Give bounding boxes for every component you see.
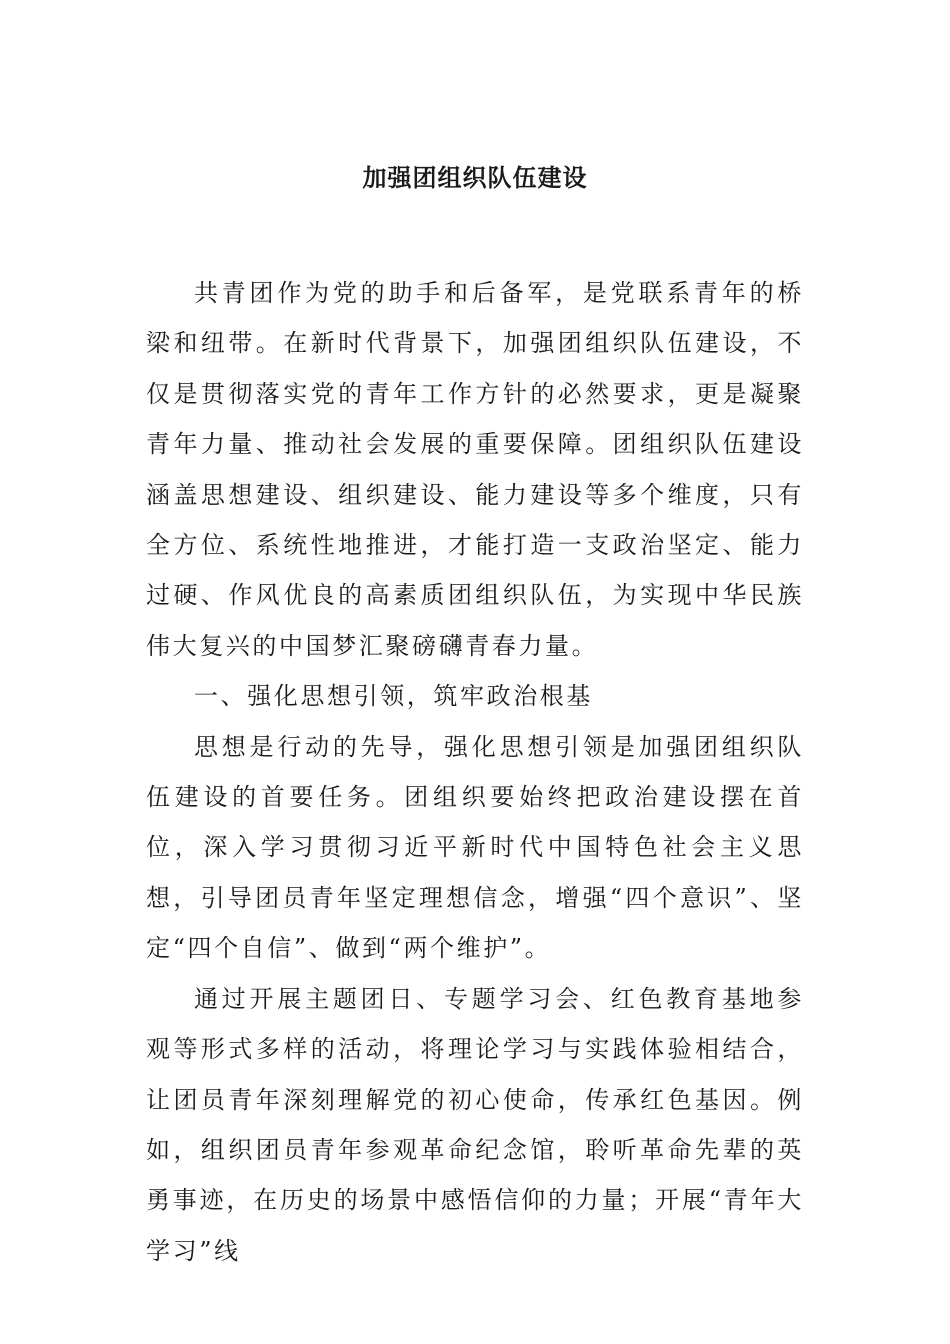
paragraph-intro: 共青团作为党的助手和后备军，是党联系青年的桥梁和纽带。在新时代背景下，加强团组织队伍建设，不仅是贯彻落实党的青年工作方针的必然要求，更是凝聚青年力量、推动社会发展的重要保障。团组织队伍建设涵盖思想建设、组织建设、能力建设等多个维度，只有全方位、系统性地推进，才能打造一支政治坚定、能力过硬、作风优良的高素质团组织队伍，为实现中华民族伟大复兴的中国梦汇聚磅礴青春力量。 bbox=[146, 279, 804, 660]
section-heading-1: 一、强化思想引领，筑牢政治根基 bbox=[194, 682, 593, 711]
document-title: 加强团组织队伍建设 bbox=[362, 163, 588, 192]
paragraph-section-1-a: 思想是行动的先导，强化思想引领是加强团组织队伍建设的首要任务。团组织要始终把政治建设摆在首位，深入学习贯彻习近平新时代中国特色社会主义思想，引导团员青年坚定理想信念，增强“四个意识”、坚定“四个自信”、做到“两个维护”。 bbox=[146, 732, 804, 963]
document-body bbox=[146, 268, 804, 1276]
paragraph-section-1-b: 通过开展主题团日、专题学习会、红色教育基地参观等形式多样的活动，将理论学习与实践体验相结合，让团员青年深刻理解党的初心使命，传承红色基因。例如，组织团员青年参观革命纪念馆，聆听革命先辈的英勇事迹，在历史的场景中感悟信仰的力量；开展“青年大学习”线 bbox=[146, 984, 804, 1265]
